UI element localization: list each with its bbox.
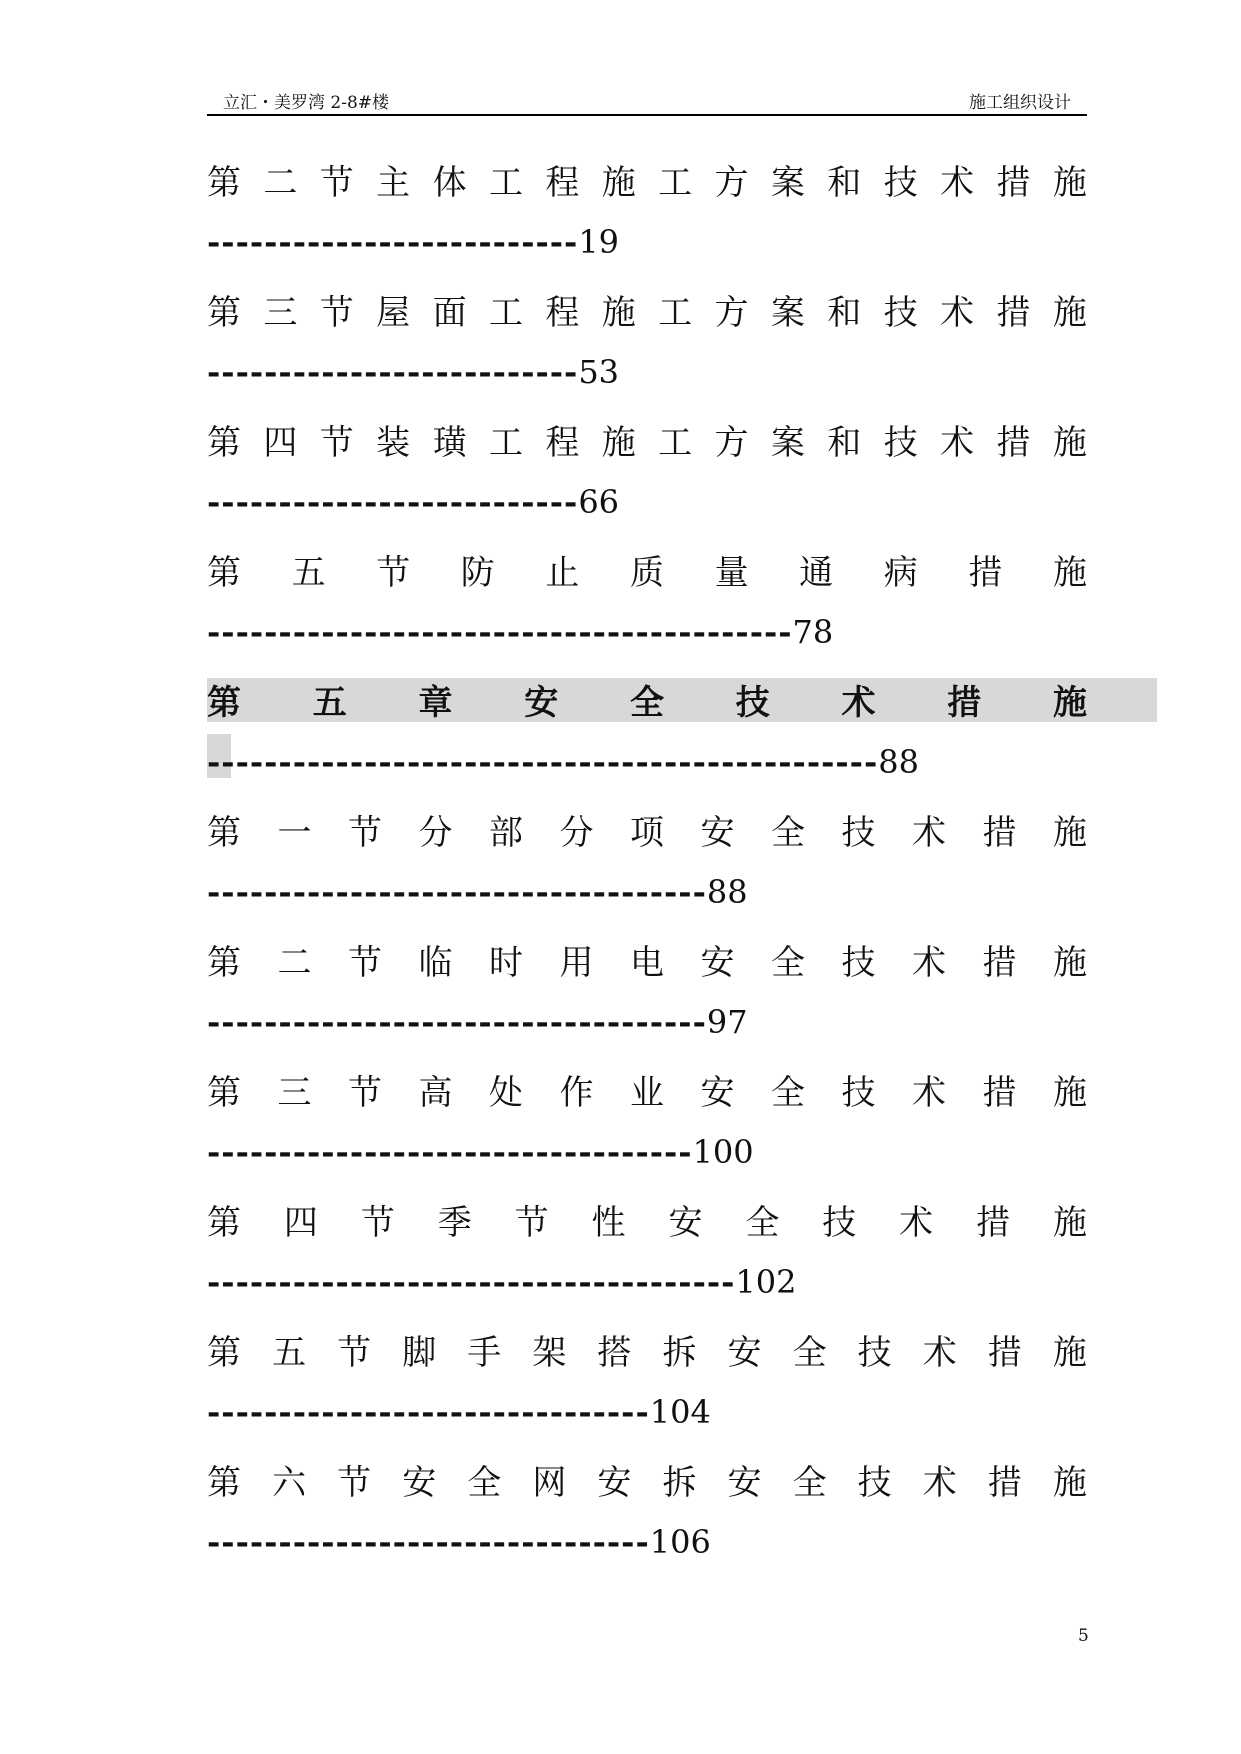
dot-leader: ------------------------------- bbox=[207, 1393, 650, 1431]
toc-entry-leader bbox=[207, 1254, 796, 1310]
toc-entry[interactable] bbox=[207, 1190, 1087, 1320]
dot-leader: -------------------------- bbox=[207, 223, 579, 261]
toc-entry-title: 第 二 节 临 时 用 电 安 全 技 术 措 施 bbox=[207, 942, 1087, 983]
toc-entry-leader bbox=[207, 344, 619, 400]
dot-leader: -------------------------- bbox=[207, 353, 579, 391]
toc-entry-page-number: 102 bbox=[735, 1263, 797, 1301]
toc-entry-title: 第 五 节 脚 手 架 搭 拆 安 全 技 术 措 施 bbox=[207, 1332, 1087, 1373]
dot-leader: ----------------------------------------------- bbox=[207, 743, 879, 781]
toc-entry-page-number: 88 bbox=[706, 873, 748, 911]
table-of-contents bbox=[207, 150, 1087, 1580]
dot-leader: ----------------------------------- bbox=[207, 1003, 707, 1041]
dot-leader: ----------------------------------- bbox=[207, 873, 707, 911]
dot-leader: ---------------------------------- bbox=[207, 1133, 693, 1171]
toc-entry-leader bbox=[207, 994, 748, 1050]
dot-leader: ------------------------------- bbox=[207, 1523, 650, 1561]
toc-entry-leader bbox=[207, 474, 619, 530]
toc-entry-leader bbox=[207, 604, 833, 660]
toc-entry[interactable] bbox=[207, 410, 1087, 540]
toc-entry-page-number: 104 bbox=[649, 1393, 711, 1431]
toc-entry-leader bbox=[207, 1384, 711, 1440]
toc-entry-leader bbox=[207, 1124, 754, 1180]
toc-entry[interactable] bbox=[207, 1060, 1087, 1190]
toc-entry-page-number: 106 bbox=[649, 1523, 711, 1561]
toc-entry-page-number: 100 bbox=[692, 1133, 754, 1171]
toc-entry-leader bbox=[207, 864, 748, 920]
toc-entry-page-number: 97 bbox=[706, 1003, 748, 1041]
toc-entry[interactable] bbox=[207, 150, 1087, 280]
toc-entry-leader bbox=[207, 1514, 711, 1570]
toc-entry-leader bbox=[207, 214, 619, 270]
toc-entry[interactable] bbox=[207, 540, 1087, 670]
dot-leader: ----------------------------------------- bbox=[207, 613, 793, 651]
toc-entry-page-number: 66 bbox=[578, 483, 620, 521]
toc-entry-title: 第 三 节 高 处 作 业 安 全 技 术 措 施 bbox=[207, 1072, 1087, 1113]
toc-entry-page-number: 88 bbox=[878, 743, 919, 781]
toc-entry-title: 第 二 节 主 体 工 程 施 工 方 案 和 技 术 措 施 bbox=[207, 162, 1087, 203]
toc-entry-page-number: 78 bbox=[792, 613, 834, 651]
toc-entry-title: 第 五 章 安 全 技 术 措 施 bbox=[207, 682, 1087, 723]
dot-leader: -------------------------- bbox=[207, 483, 579, 521]
toc-entry-title: 第 一 节 分 部 分 项 安 全 技 术 措 施 bbox=[207, 812, 1087, 853]
toc-entry[interactable] bbox=[207, 930, 1087, 1060]
toc-entry-title: 第 五 节 防 止 质 量 通 病 措 施 bbox=[207, 552, 1087, 593]
toc-entry[interactable] bbox=[207, 280, 1087, 410]
toc-entry-page-number: 19 bbox=[578, 223, 620, 261]
toc-chapter-entry[interactable] bbox=[207, 670, 1087, 800]
page-number: 5 bbox=[1078, 1626, 1089, 1646]
toc-entry-title: 第 四 节 装 璜 工 程 施 工 方 案 和 技 术 措 施 bbox=[207, 422, 1087, 463]
toc-entry-title: 第 四 节 季 节 性 安 全 技 术 措 施 bbox=[207, 1202, 1087, 1243]
header-project-name: 立汇・美罗湾 2-8#楼 bbox=[223, 93, 390, 113]
toc-entry-leader bbox=[207, 734, 919, 790]
toc-entry[interactable] bbox=[207, 800, 1087, 930]
toc-entry[interactable] bbox=[207, 1450, 1087, 1580]
toc-entry[interactable] bbox=[207, 1320, 1087, 1450]
toc-entry-title: 第 六 节 安 全 网 安 拆 安 全 技 术 措 施 bbox=[207, 1462, 1087, 1503]
header-document-title: 施工组织设计 bbox=[969, 93, 1071, 113]
page-header bbox=[207, 86, 1087, 116]
dot-leader: ------------------------------------- bbox=[207, 1263, 736, 1301]
toc-entry-title: 第 三 节 屋 面 工 程 施 工 方 案 和 技 术 措 施 bbox=[207, 292, 1087, 333]
toc-entry-page-number: 53 bbox=[578, 353, 620, 391]
